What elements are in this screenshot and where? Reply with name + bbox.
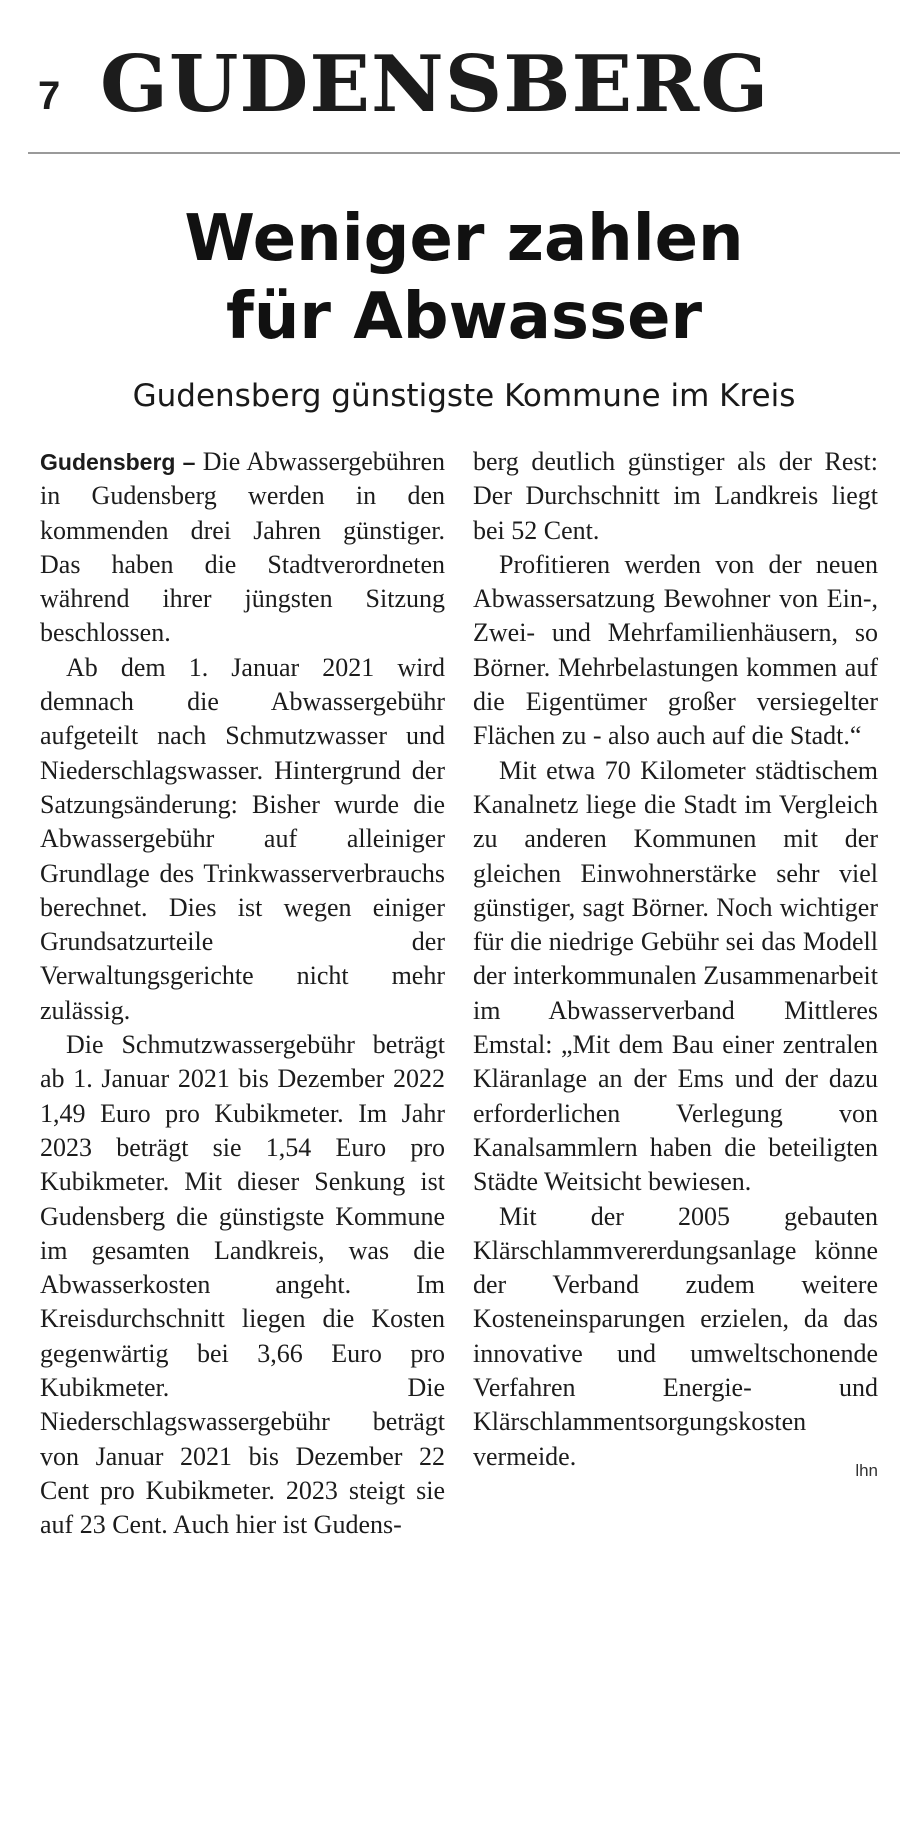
paragraph: Mit etwa 70 Kilometer städtischem Kanalnetz liege die Stadt im Vergleich zu anderen Kommunen mit der gleichen Einwohnerstärke sehr viel günstiger, sagt Börner. Noch wichtiger für die niedrige Gebühr sei das Modell der interkommunalen Zusammenarbeit im Abwasserverband Mittleres Emstal: „Mit dem Bau einer zentralen Kläranlage an der Ems und der dazu erforderlichen Verlegung von Kanalsammlern haben die beteiligten Städte Weitsicht bewiesen. bbox=[473, 755, 878, 1197]
column-right bbox=[473, 445, 878, 1805]
paragraph bbox=[40, 445, 445, 651]
author-initials: lhn bbox=[855, 1460, 878, 1480]
headline-line-2: für Abwasser bbox=[225, 280, 703, 354]
article-body bbox=[40, 445, 878, 1805]
article-subheadline: Gudensberg günstigste Kommune im Kreis bbox=[132, 378, 796, 414]
dateline: Gudensberg – bbox=[40, 449, 196, 475]
paragraph-text: Die Abwassergebühren in Gudensberg werden in den kommenden drei Jahren günstiger. Das haben die Stadtverordneten während ihrer jüngsten Sitzung beschlossen. bbox=[40, 447, 445, 648]
paragraph: berg deutlich günstiger als der Rest: Der Durchschnitt im Landkreis liegt bei 52 Cent. bbox=[473, 447, 878, 545]
masthead-divider bbox=[28, 152, 900, 154]
paragraph: Die Schmutzwassergebühr beträgt ab 1. Januar 2021 bis Dezember 2022 1,49 Euro pro Kubikmeter. Im Jahr 2023 beträgt sie 1,54 Euro pro Kubikmeter. Mit dieser Senkung ist Gudensberg die günstigste Kommune im gesamten Landkreis, was die Abwasserkosten angeht. Im Kreisdurchschnitt liegen die Kosten gegenwärtig bei 3,66 Euro pro Kubikmeter. Die Niederschlagswassergebühr beträgt von Januar 2021 bis Dezember 22 Cent pro Kubikmeter. 2023 steigt sie auf 23 Cent. Auch hier ist Gudens- bbox=[40, 1030, 445, 1540]
headline-line-1: Weniger zahlen bbox=[184, 202, 744, 276]
page-number: 7 bbox=[38, 74, 61, 118]
article-headline bbox=[28, 200, 900, 356]
paragraph: Profitieren werden von der neuen Abwassersatzung Bewohner von Ein-, Zwei- und Mehrfamilienhäusern, so Börner. Mehrbelastungen kommen auf die Eigentümer großer versiegelter Flächen zu - also auch auf die Stadt.“ bbox=[473, 549, 878, 751]
section-title: GUDENSBERG bbox=[100, 39, 770, 130]
paragraph bbox=[473, 1200, 878, 1480]
paragraph: Ab dem 1. Januar 2021 wird demnach die Abwassergebühr aufgeteilt nach Schmutzwasser und Niederschlagswasser. Hintergrund der Satzungsänderung: Bisher wurde die Abwassergebühr auf alleiniger Grundlage des Trinkwasserverbrauchs berechnet. Dies ist wegen einiger Grundsatzurteile der Verwaltungsgerichte nicht mehr zulässig. bbox=[40, 652, 445, 1025]
masthead bbox=[28, 30, 858, 130]
paragraph-text: Mit der 2005 gebauten Klärschlammvererdungsanlage könne der Verband zudem weitere Kosteneinsparungen erzielen, da das innovative und umweltschonende Verfahren Energie- und Klärschlammentsorgungskosten vermeide. bbox=[473, 1201, 878, 1471]
column-left bbox=[40, 445, 445, 1805]
